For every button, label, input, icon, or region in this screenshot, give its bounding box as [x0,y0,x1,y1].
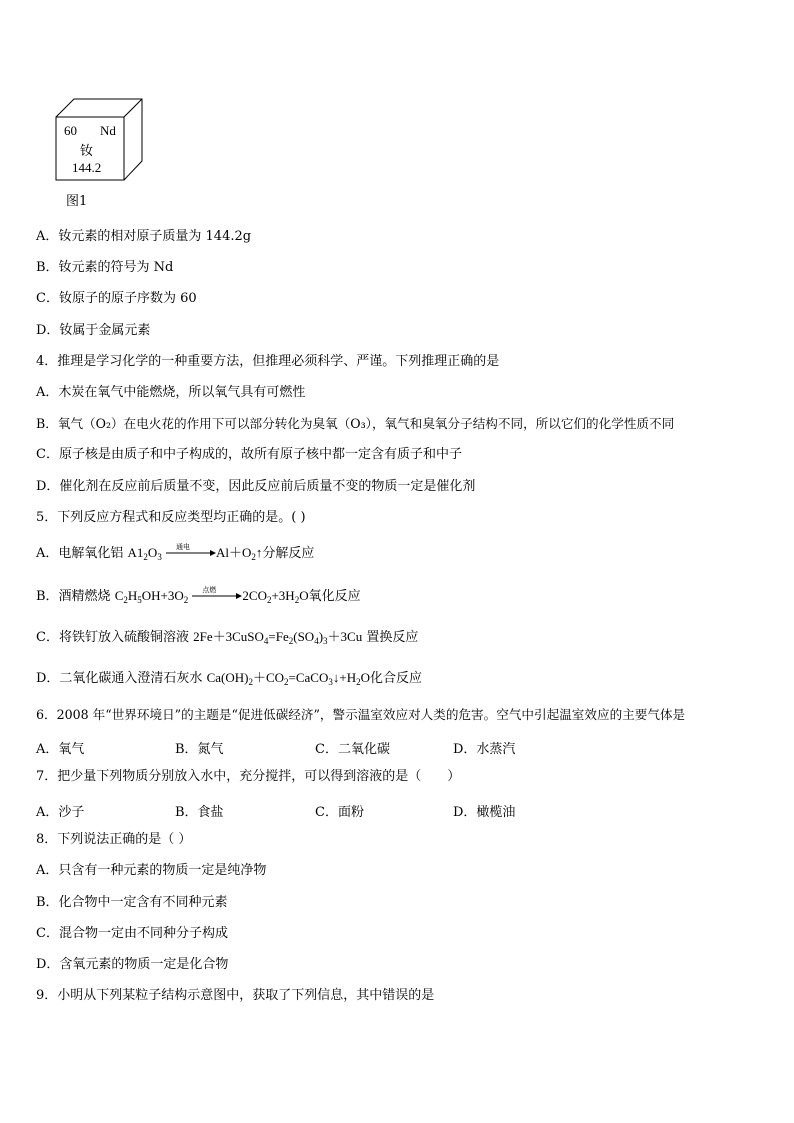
q5-a-condition: 通电 [175,543,190,551]
q5-d-equation: $Ca(OH)_2+CO_2=CaCO_3↓+H_2O$ [206,670,370,687]
q5-c-type: 置换反应 [366,630,419,645]
q4-option-c: C．原子核是由质子和中子构成的，故所有原子核中都一定含有质子和中子 [36,447,462,462]
q7-option-b: B．食盐 [175,805,224,820]
q6-stem: 6．2008 年“世界环境日”的主题是“促进低碳经济”，警示温室效应对人类的危害。空气中引起温室效应的主要气体是 [36,707,686,722]
q5-d-type: 化合反应 [370,671,423,686]
q5-d-prefix: D．二氧化碳通入澄清石灰水 [36,671,203,686]
q5-a-products: $Al+O_2↑$ [215,545,263,562]
q5-a-arrow [166,545,216,559]
cube-outline [50,95,160,185]
q4-option-a: A．木炭在氧气中能燃烧，所以氧气具有可燃性 [36,385,306,400]
q3-option-c: C．钕原子的原子序数为 60 [36,291,197,306]
q5-b-prefix: B．酒精燃烧 [36,589,111,604]
element-card-figure [50,95,160,205]
atomic-number: 60 [64,123,77,138]
q6-option-a: A．氧气 [36,742,85,757]
q5-c-equation: $2Fe+3CuSO_4=Fe_2(SO_4)_3+3Cu$ [193,629,363,646]
element-symbol: Nd [100,123,116,138]
q5-option-d [36,670,422,690]
atomic-mass: 144.2 [72,160,102,175]
q5-stem: 5．下列反应方程式和反应类型均正确的是。( ) [36,510,306,525]
q8-option-c: C．混合物一定由不同种分子构成 [36,926,228,941]
q7-option-c: C．面粉 [315,805,364,820]
q8-option-b: B．化合物中一定含有不同种元素 [36,895,228,910]
q5-b-type: 氧化反应 [308,589,361,604]
q6-option-d: D．水蒸汽 [453,742,516,757]
reaction-arrow-icon [192,592,242,600]
q4-option-b: B．氧气（O₂）在电火花的作用下可以部分转化为臭氧（O₃），氧气和臭氧分子结构不同，所以它们的化学性质不同 [36,416,675,431]
q6-option-b: B．氮气 [175,742,224,757]
q5-b-arrow [192,588,242,602]
q7-option-a: A．沙子 [36,805,85,820]
reaction-arrow-icon [166,549,216,557]
q3-option-b: B．钕元素的符号为 Nd [36,260,174,275]
q5-b-reactants: $C_2H_5OH+3O_2$ [114,588,189,605]
q3-option-d: D．钕属于金属元素 [36,323,151,338]
figure-caption: 图1 [66,194,88,209]
q4-option-d: D．催化剂在反应前后质量不变，因此反应前后质量不变的物质一定是催化剂 [36,479,476,494]
q6-option-c: C．二氧化碳 [315,742,390,757]
q5-b-products: $2CO_2+3H_2O$ [242,588,309,605]
q5-a-type: 分解反应 [262,546,315,561]
q4-stem: 4．推理是学习化学的一种重要方法，但推理必须科学、严谨。下列推理正确的是 [36,354,500,369]
q9-stem: 9．小明从下列某粒子结构示意图中，获取了下列信息，其中错误的是 [36,988,435,1003]
q5-a-prefix: A．电解氧化铝 [36,546,124,561]
q5-option-b [36,588,361,608]
q3-option-a: A．钕元素的相对原子质量为 144.2g [36,229,252,244]
q8-option-d: D．含氧元素的物质一定是化合物 [36,957,229,972]
q8-option-a: A．只含有一种元素的物质一定是纯净物 [36,863,267,878]
element-name: 钕 [80,143,94,158]
q8-stem: 8．下列说法正确的是（ ） [36,832,192,847]
q5-a-reactant: $A1_2O_3$ [127,545,162,562]
q5-c-prefix: C．将铁钉放入硫酸铜溶液 [36,630,189,645]
q5-option-c [36,629,418,649]
q5-option-a [36,545,314,565]
q7-stem: 7．把少量下列物质分别放入水中，充分搅拌，可以得到溶液的是（ ） [36,769,461,784]
q7-option-d: D．橄榄油 [453,805,516,820]
q5-b-condition: 点燃 [202,586,217,594]
